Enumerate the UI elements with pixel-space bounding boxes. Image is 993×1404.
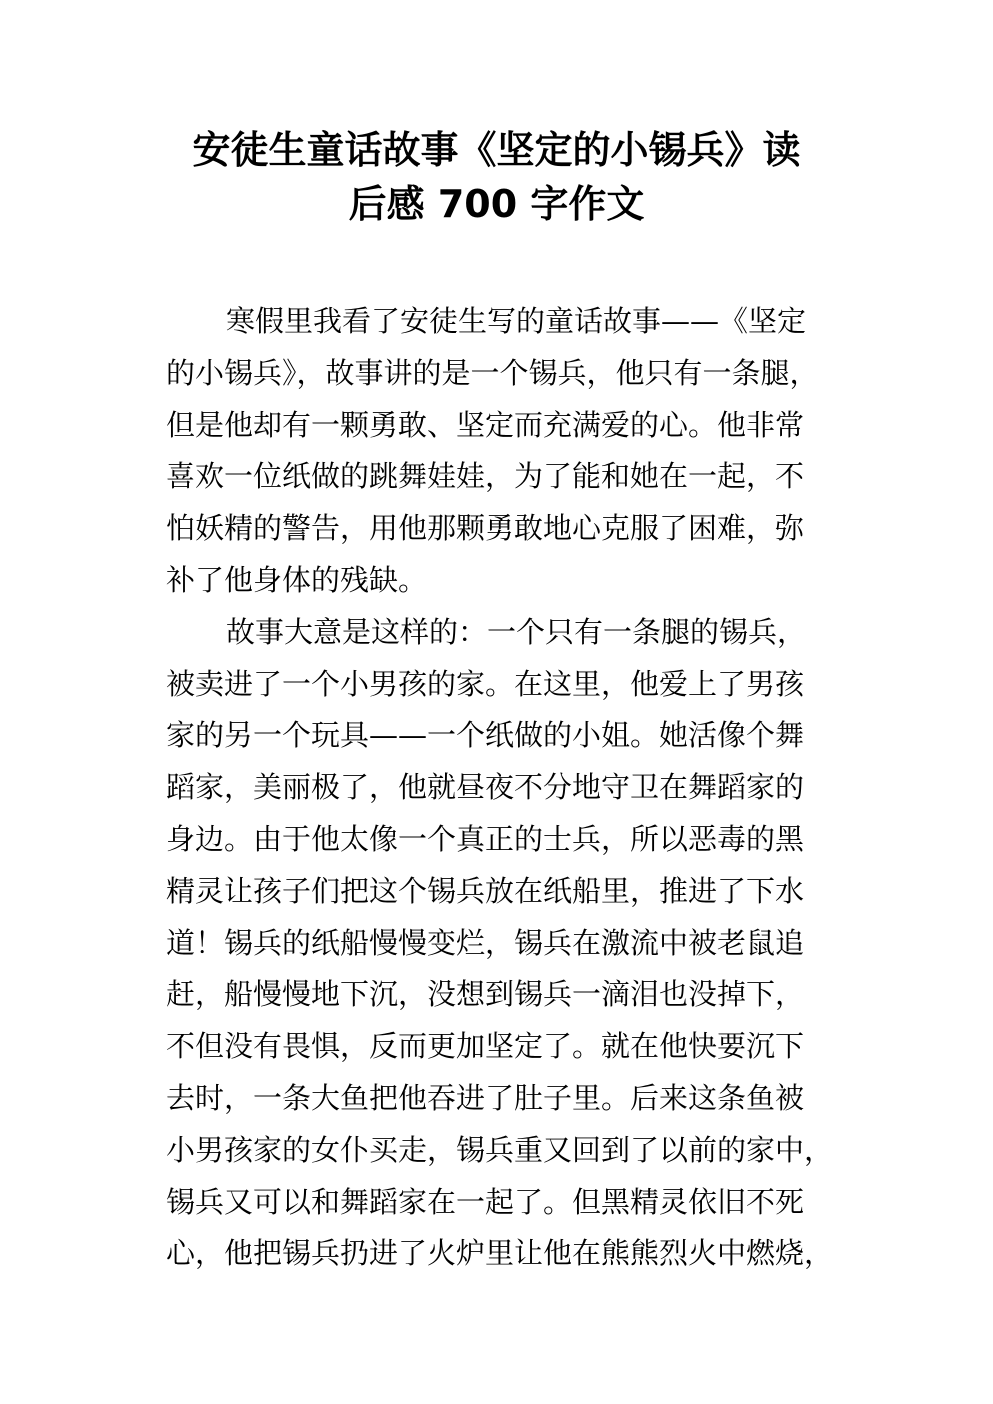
paragraph-2-line: 蹈家，美丽极了，他就昼夜不分地守卫在舞蹈家的	[166, 770, 805, 805]
paragraph-2-line: 赶，船慢慢地下沉，没想到锡兵一滴泪也没掉下，	[166, 977, 805, 1012]
paragraph-2-line: 小男孩家的女仆买走，锡兵重又回到了以前的家中，	[166, 1132, 834, 1167]
paragraph-2-line: 心，他把锡兵扔进了火炉里让他在熊熊烈火中燃烧，	[166, 1236, 834, 1271]
paragraph-2-line: 去时，一条大鱼把他吞进了肚子里。后来这条鱼被	[166, 1080, 805, 1115]
paragraph-1-line: 补了他身体的残缺。	[166, 562, 428, 597]
title-line-2: 后感 700 字作文	[348, 182, 645, 226]
paragraph-1-line: 怕妖精的警告，用他那颗勇敢地心克服了困难，弥	[166, 511, 805, 546]
title-line-1: 安徒生童话故事《坚定的小锡兵》读	[192, 128, 801, 172]
paragraph-2-line: 身边。由于他太像一个真正的士兵，所以恶毒的黑	[166, 821, 805, 856]
paragraph-2-line: 家的另一个玩具——一个纸做的小姐。她活像个舞	[166, 718, 805, 753]
paragraph-2-line: 被卖进了一个小男孩的家。在这里，他爱上了男孩	[166, 666, 805, 701]
paragraph-1-line: 但是他却有一颗勇敢、坚定而充满爱的心。他非常	[166, 407, 805, 442]
paragraph-1-line: 寒假里我看了安徒生写的童话故事——《坚定	[226, 304, 807, 338]
paragraph-2-line: 故事大意是这样的：一个只有一条腿的锡兵，	[226, 614, 807, 649]
page-title	[0, 123, 993, 231]
paragraph-2-line: 精灵让孩子们把这个锡兵放在纸船里，推进了下水	[166, 873, 805, 908]
paragraph-2-line: 不但没有畏惧，反而更加坚定了。就在他快要沉下	[166, 1029, 805, 1064]
paragraph-1-line: 喜欢一位纸做的跳舞娃娃，为了能和她在一起，不	[166, 459, 805, 494]
paragraph-1-line: 的小锡兵》，故事讲的是一个锡兵，他只有一条腿，	[166, 355, 819, 390]
essay-body	[166, 296, 836, 1280]
paragraph-2-line: 锡兵又可以和舞蹈家在一起了。但黑精灵依旧不死	[166, 1184, 805, 1219]
paragraph-2-line: 道！锡兵的纸船慢慢变烂，锡兵在激流中被老鼠追	[166, 925, 805, 960]
